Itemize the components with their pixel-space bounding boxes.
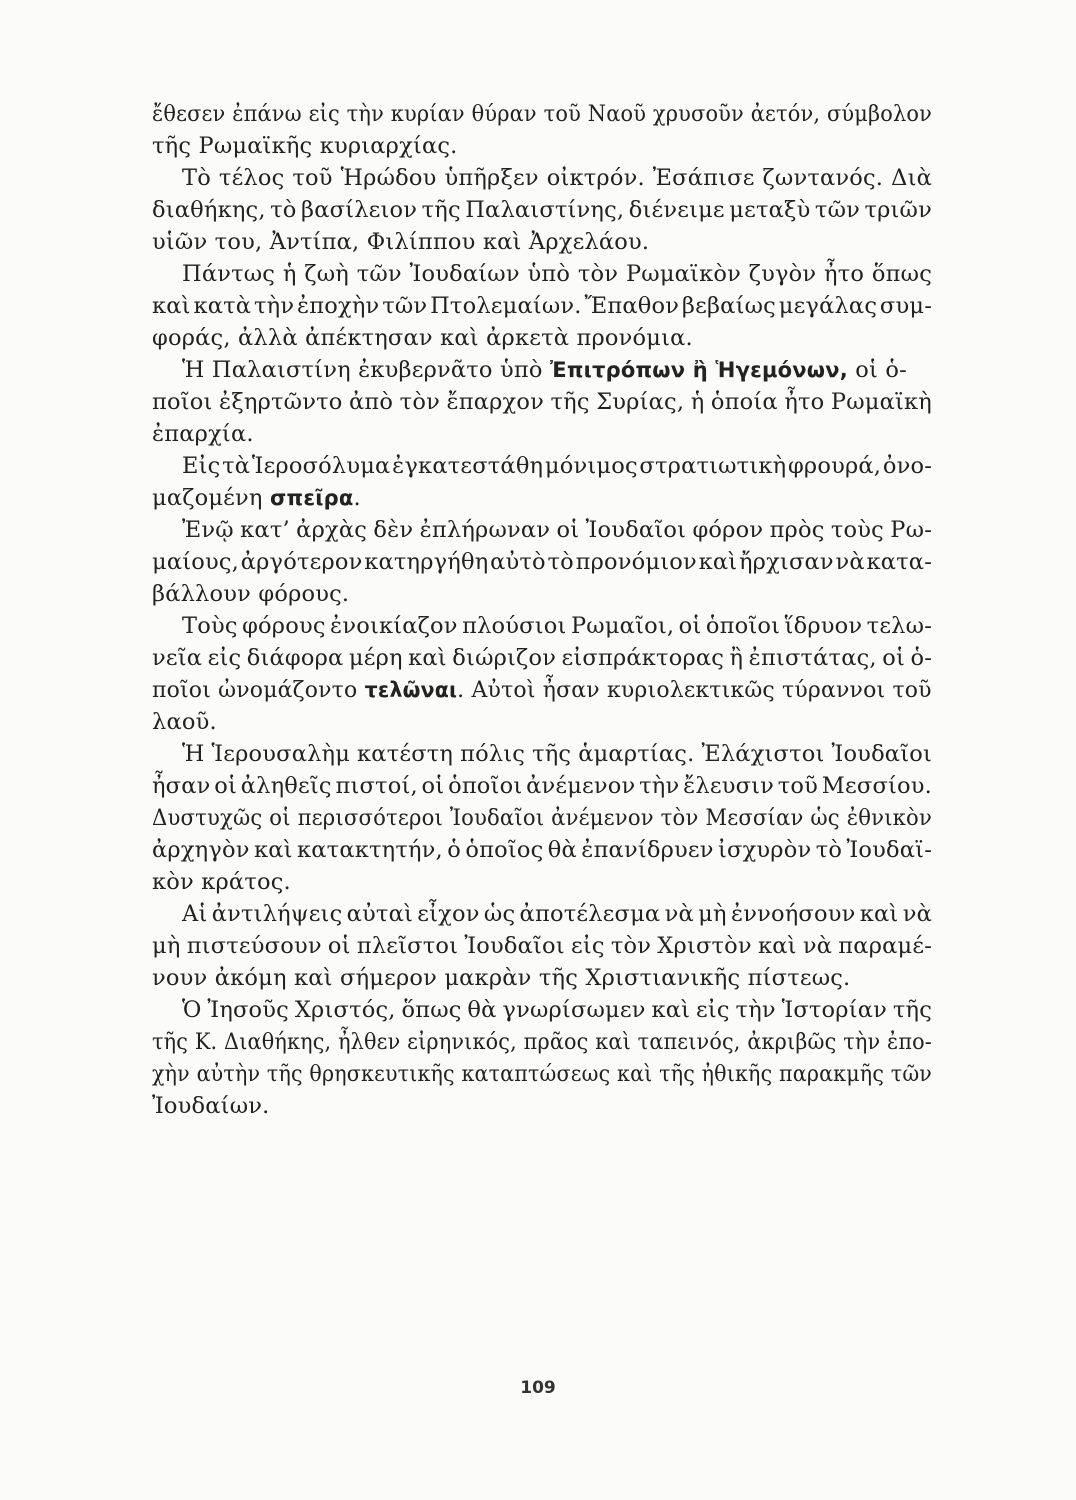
text-line [152,962,932,994]
text-line [152,930,932,962]
text-line [152,514,932,546]
line-text: ἐπαρχία. [152,421,254,447]
text-line [152,706,932,738]
text-line [152,418,932,450]
line-text: ἦσαν οἱ ἀληθεῖς πιστοί, οἱ ὁποῖοι ἀνέμενον τὴν ἔλευσιν τοῦ Μεσσίου. [152,773,932,799]
line-text: τῆς Ρωμαϊκῆς κυριαρχίας. [152,133,458,159]
line-text: οἱ ὁ- [855,357,907,383]
line-text: . Αὐτοὶ ἦσαν κυριολεκτικῶς τύραννοι τοῦ [457,677,932,703]
text-line [152,258,932,290]
line-text: Τὸ τέλος τοῦ Ἡρώδου ὑπῆρξεν οἰκτρόν. Ἐσάπισε ζωντανός. Διὰ [182,165,932,191]
text-line [152,546,932,578]
line-text: καὶ κατὰ τὴν ἐποχὴν τῶν Πτολεμαίων. Ἔπαθον βεβαίως μεγάλας συμ- [152,293,932,319]
text-line [152,994,932,1026]
text-line [152,162,932,194]
text-line [152,1058,932,1090]
text-line [152,130,932,162]
line-text: βάλλουν φόρους. [152,581,350,607]
bold-term: σπεῖρα [269,486,354,510]
line-text: Εἰς τὰ Ἱεροσόλυμα ἐγκατεστάθη μόνιμος στρατιωτικὴ φρουρά, ὀνο- [182,453,932,479]
line-text: Ἐνῷ κατ’ ἀρχὰς δὲν ἐπλήρωναν οἱ Ἰουδαῖοι φόρον πρὸς τοὺς Ρω- [182,517,932,543]
line-text: Δυστυχῶς οἱ περισσότεροι Ἰουδαῖοι ἀνέμενον τὸν Μεσσίαν ὡς ἐθνικὸν [152,805,932,831]
line-text: νουν ἀκόμη καὶ σήμερον μακρὰν τῆς Χριστιανικῆς πίστεως. [152,965,851,991]
text-line [152,578,932,610]
line-text: τῆς Κ. Διαθήκης, ἦλθεν εἰρηνικός, πρᾶος καὶ ταπεινός, ἀκριβῶς τὴν ἐπο- [152,1029,932,1055]
line-text: Αἱ ἀντιλήψεις αὐταὶ εἶχον ὡς ἀποτέλεσμα νὰ μὴ ἐννοήσουν καὶ νὰ [182,901,932,927]
line-text: Ἡ Ἱερουσαλὴμ κατέστη πόλις τῆς ἁμαρτίας. Ἐλάχιστοι Ἰουδαῖοι [182,741,932,767]
line-text: νεῖα εἰς διάφορα μέρη καὶ διώριζον εἰσπράκτορας ἢ ἐπιστάτας, οἱ ὁ- [152,645,932,671]
line-text: Ὁ Ἰησοῦς Χριστός, ὅπως θὰ γνωρίσωμεν καὶ εἰς τὴν Ἱστορίαν τῆς [182,997,932,1023]
text-line [152,674,932,706]
line-text: μαζομένη [152,485,263,511]
line-text: ποῖοι ὠνομάζοντο [152,677,358,703]
line-text: λαοῦ. [152,709,217,735]
text-line [152,834,932,866]
text-line [152,802,932,834]
text-line [152,642,932,674]
text-line [152,226,932,258]
line-text: ποῖοι ἐξηρτῶντο ἀπὸ τὸν ἔπαρχον τῆς Συρίας, ἡ ὁποία ἦτο Ρωμαϊκὴ [152,389,932,415]
bold-term: Ἐπιτρόπων ἢ Ἡγεμόνων, [550,358,848,382]
line-text: Ἡ Παλαιστίνη ἐκυβερνᾶτο ὑπὸ [182,357,543,383]
line-text: υἱῶν του, Ἀντίπα, Φιλίππου καὶ Ἀρχελάου. [152,229,650,255]
book-page-text [152,98,932,1122]
line-text: Ἰουδαίων. [152,1093,270,1119]
bold-term: τελῶναι [364,678,458,702]
text-line [152,290,932,322]
text-line [152,354,932,386]
text-line [152,386,932,418]
text-line [152,770,932,802]
line-text: Τοὺς φόρους ἐνοικίαζον πλούσιοι Ρωμαῖοι, οἱ ὁποῖοι ἵδρυον τελω- [182,613,932,639]
text-line [152,322,932,354]
line-text: ἀρχηγὸν καὶ κατακτητήν, ὁ ὁποῖος θὰ ἐπανίδρυεν ἰσχυρὸν τὸ Ἰουδαϊ- [152,837,932,863]
text-line [152,610,932,642]
line-text: μὴ πιστεύσουν οἱ πλεῖστοι Ἰουδαῖοι εἰς τὸν Χριστὸν καὶ νὰ παραμέ- [152,933,932,959]
text-line [152,866,932,898]
line-text: ἔθεσεν ἐπάνω εἰς τὴν κυρίαν θύραν τοῦ Ναοῦ χρυσοῦν ἀετόν, σύμβολον [152,101,932,127]
line-text: Πάντως ἡ ζωὴ τῶν Ἰουδαίων ὑπὸ τὸν Ρωμαϊκὸν ζυγὸν ἦτο ὅπως [182,261,932,287]
text-line [152,1090,932,1122]
text-line [152,738,932,770]
line-text: χὴν αὐτὴν τῆς θρησκευτικῆς καταπτώσεως καὶ τῆς ἠθικῆς παρακμῆς τῶν [152,1061,932,1087]
text-line [152,898,932,930]
text-line [152,482,932,514]
line-text: φοράς, ἀλλὰ ἀπέκτησαν καὶ ἀρκετὰ προνόμια. [152,325,693,351]
line-text: διαθήκης, τὸ βασίλειον τῆς Παλαιστίνης, διένειμε μεταξὺ τῶν τριῶν [152,197,932,223]
text-line [152,450,932,482]
line-text: μαίους, ἀργότερον κατηργήθη αὐτὸ τὸ προνόμιον καὶ ἤρχισαν νὰ κατα- [152,549,932,575]
text-line [152,194,932,226]
page-number: 109 [520,1378,556,1398]
line-text: . [353,485,361,511]
line-text: κὸν κράτος. [152,869,291,895]
text-line [152,98,932,130]
text-line [152,1026,932,1058]
